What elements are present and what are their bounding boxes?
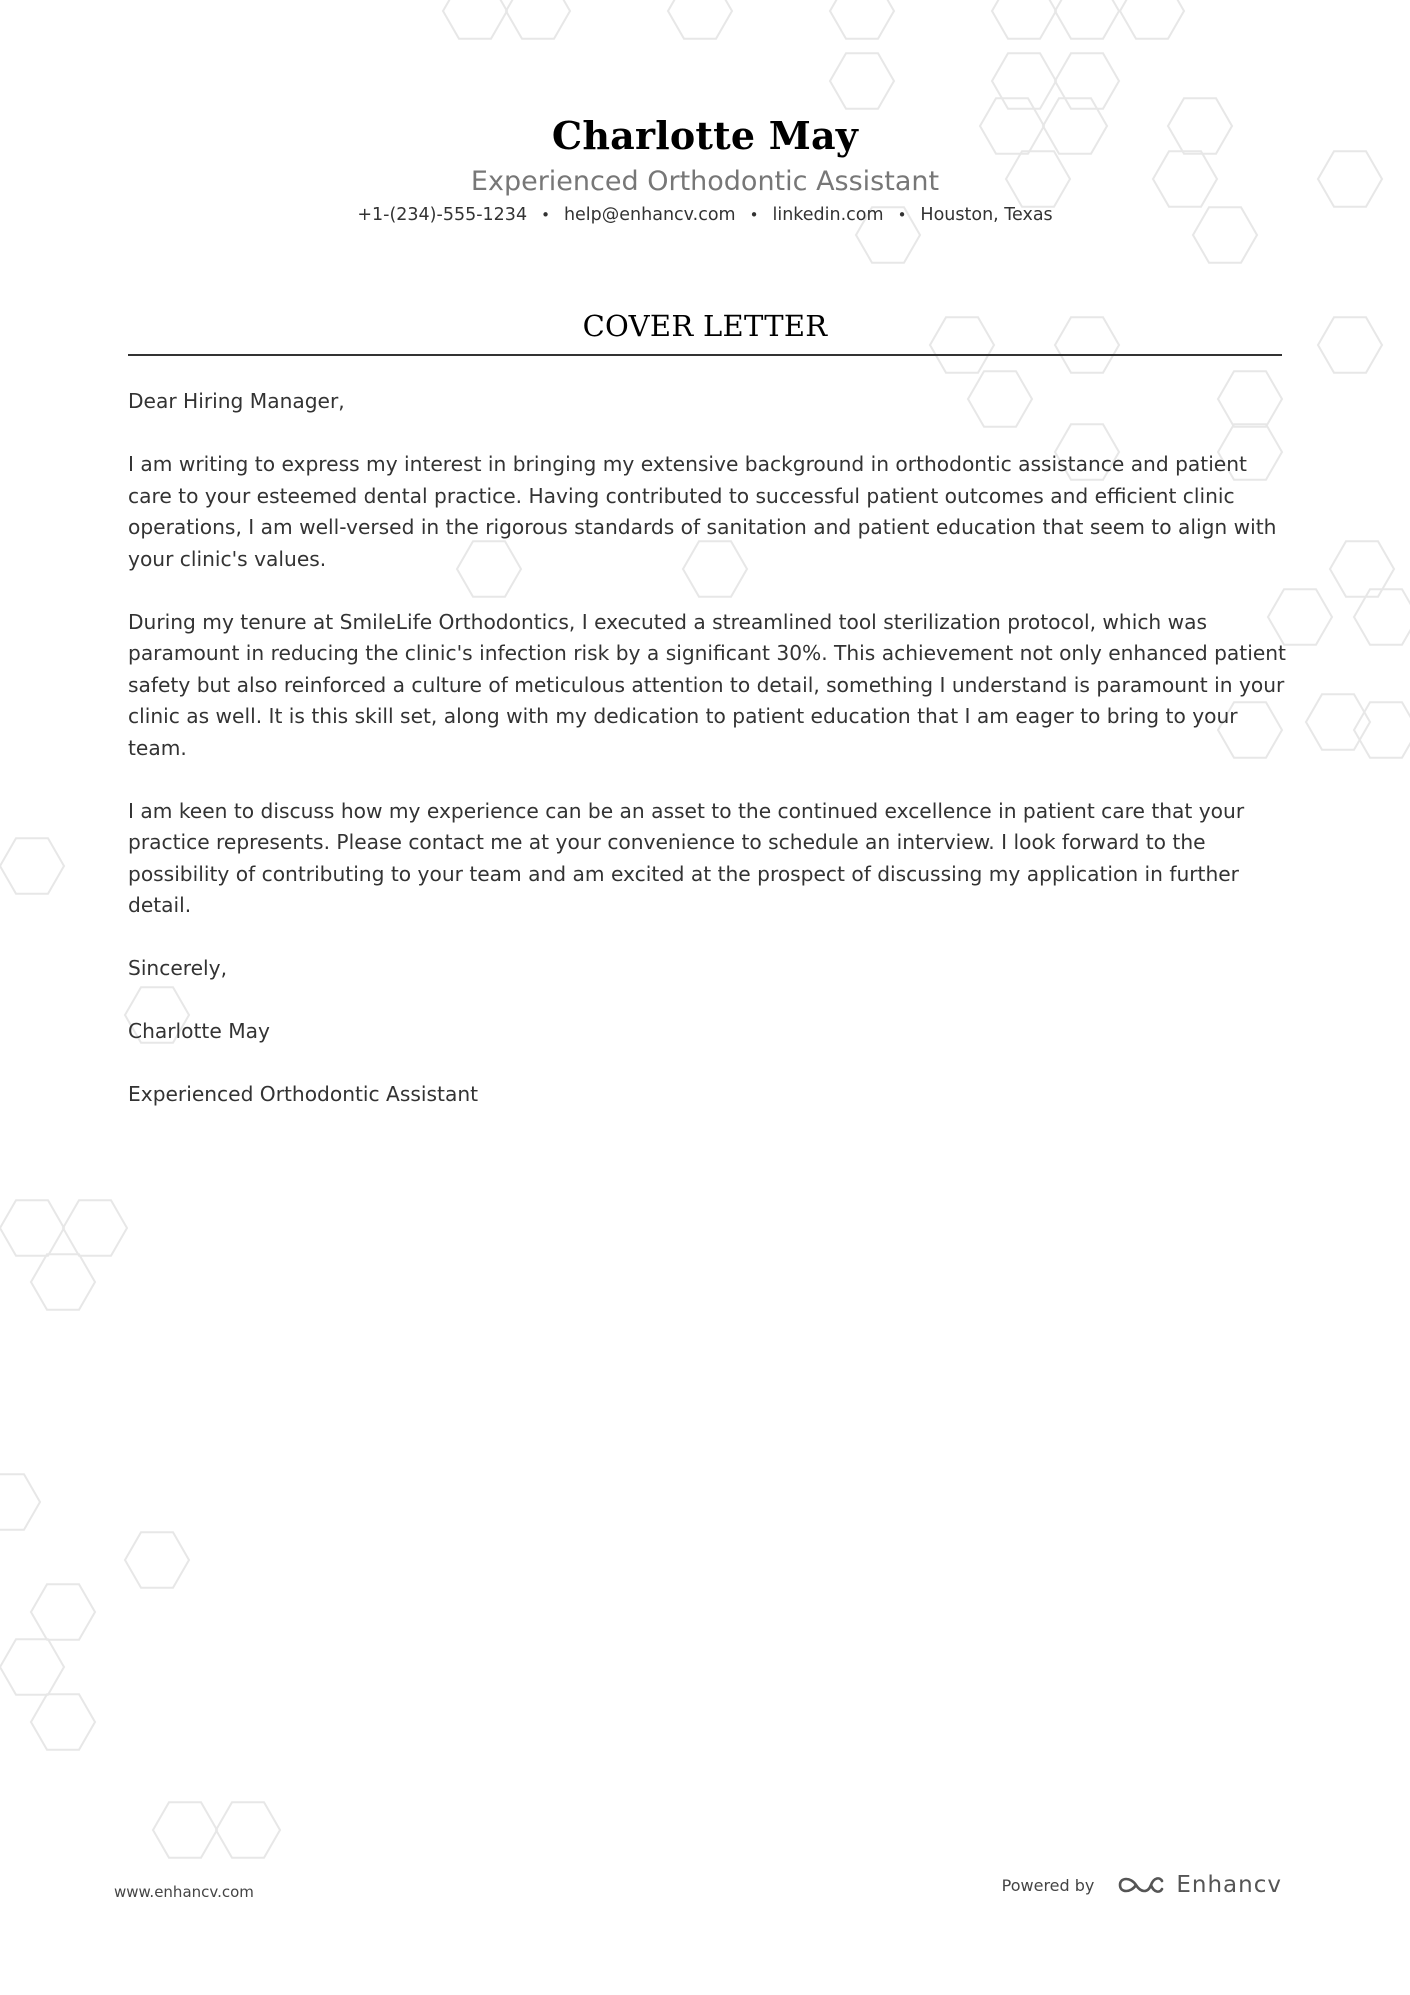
contact-line	[0, 202, 1410, 228]
bullet-separator: •	[897, 206, 907, 224]
letter-greeting: Dear Hiring Manager,	[128, 389, 345, 413]
brand-name: Enhancv	[1176, 1872, 1282, 1898]
signature-title: Experienced Orthodontic Assistant	[128, 1082, 479, 1106]
candidate-title: Experienced Orthodontic Assistant	[470, 166, 940, 197]
letter-closing: Sincerely,	[128, 956, 227, 980]
letter-body	[128, 386, 1292, 1142]
signature-name: Charlotte May	[128, 1019, 270, 1043]
letter-paragraph: I am writing to express my interest in bringing my extensive background in orthodontic assistance and patient care to your esteemed dental practice. Having contributed to successful patient outcomes and efficient clinic operations, I am well-versed in the rigorous standards of sanitation and patient education that seem to align with your clinic's values.	[128, 452, 1277, 571]
bullet-separator: •	[541, 206, 550, 224]
section-title: COVER LETTER	[582, 309, 828, 343]
header	[0, 108, 1410, 228]
enhancv-logo-icon	[1118, 1872, 1164, 1898]
contact-location: Houston, Texas	[920, 205, 1053, 225]
contact-phone: +1-(234)-555-1234	[357, 205, 528, 225]
footer-branding	[1002, 1872, 1282, 1898]
candidate-name: Charlotte May	[551, 113, 859, 158]
letter-paragraph: During my tenure at SmileLife Orthodontics, I executed a streamlined tool sterilization protocol, which was paramount in reducing the clinic's infection risk by a significant 30%. This achievement not only enhanced patient safety but also reinforced a culture of meticulous attention to detail, something I understand is paramount in your clinic as well. It is this skill set, along with my dedication to patient education that I am eager to bring to your team.	[128, 609, 1286, 760]
powered-by-label: Powered by	[1001, 1875, 1095, 1895]
section-divider	[128, 354, 1282, 356]
bullet-separator: •	[749, 206, 759, 224]
brand-logo	[1118, 1872, 1282, 1898]
contact-linkedin: linkedin.com	[772, 205, 884, 225]
letter-paragraph: I am keen to discuss how my experience can be an asset to the continued excellence in patient care that your practice represents. Please contact me at your convenience to schedule an interview. I look forward to the possibility of contributing to your team and am excited at the prospect of discussing my application in further detail.	[128, 798, 1245, 917]
contact-email: help@enhancv.com	[563, 205, 736, 225]
footer-website: www.enhancv.com	[114, 1883, 254, 1901]
